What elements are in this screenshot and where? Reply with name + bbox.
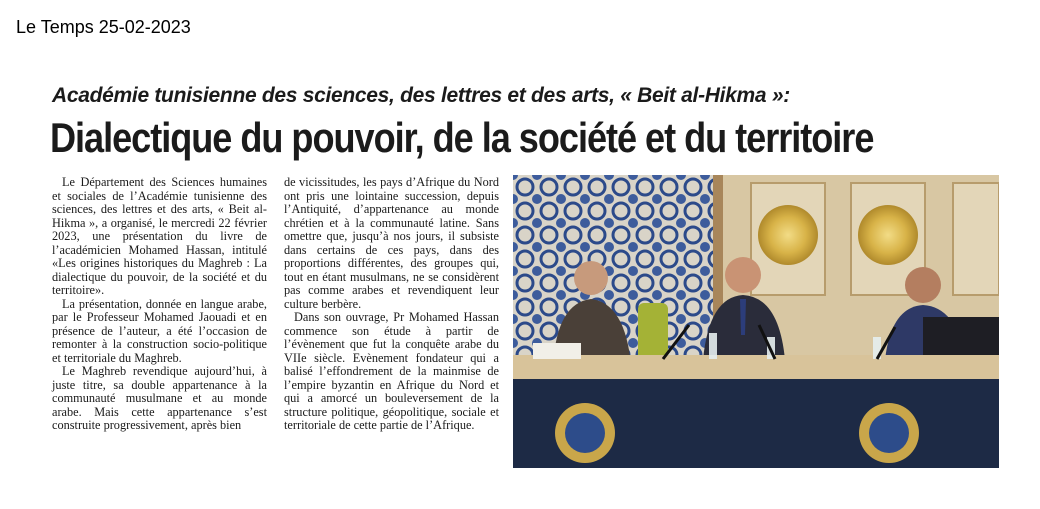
- article-column-2: [284, 176, 499, 433]
- event-photo-illustration: [513, 175, 999, 468]
- newspaper-source: Le Temps 25-02-2023: [16, 17, 191, 37]
- paragraph: de vicissitudes, les pays d’Afrique du Nord ont pris une lointaine succession, depuis l’Antiquité, d’appartenance au monde chrétien et à la communauté latine. Sans omettre que, jusqu’à nos jours, il subsiste dans certains de ces pays, dans des proportions différentes, des groupes qui, tout en étant musulmans, ne se considèrent pas comme arabes et revendiquent leur culture berbère.: [284, 175, 499, 311]
- article-column-1: [52, 176, 267, 433]
- article-headline: Dialectique du pouvoir, de la société et du territoire: [50, 114, 874, 161]
- paragraph: Dans son ouvrage, Pr Mohamed Hassan commence son étude à partir de l’évènement que fut la conquête arabe du VIIe siècle. Evènement fondateur qui a balisé l’effondrement de la mainmise de l’empire byzantin en Afrique du Nord et qui a amorcé un bouleversement de la structure politique, géopolitique, sociale et territoriale de cette partie de l’Afrique.: [284, 310, 499, 432]
- paragraph: Le Maghreb revendique aujourd’hui, à juste titre, sa double appartenance à la communauté musulmane et au monde arabe. Mais cette appartenance s’est construite progressivement, après bien: [52, 364, 267, 432]
- paragraph: La présentation, donnée en langue arabe, par le Professeur Mohamed Jaouadi et en présence de l’auteur, a été l’occasion de remonter à la construction socio-politique et territoriale du Maghreb.: [52, 296, 267, 365]
- paragraph: Le Département des Sciences humaines et sociales de l’Académie tunisienne des sciences, des lettres et des arts, « Beit al-Hikma », a organisé, le mercredi 22 février 2023, une présentation du livre de l’académicien Mohamed Hassan, intitulé «Les origines historiques du Maghreb : La dialectique du pouvoir, de la société et du territoire».: [52, 175, 267, 297]
- article-kicker: Académie tunisienne des sciences, des lettres et des arts, « Beit al-Hikma »:: [52, 84, 790, 107]
- event-photo: [513, 175, 999, 468]
